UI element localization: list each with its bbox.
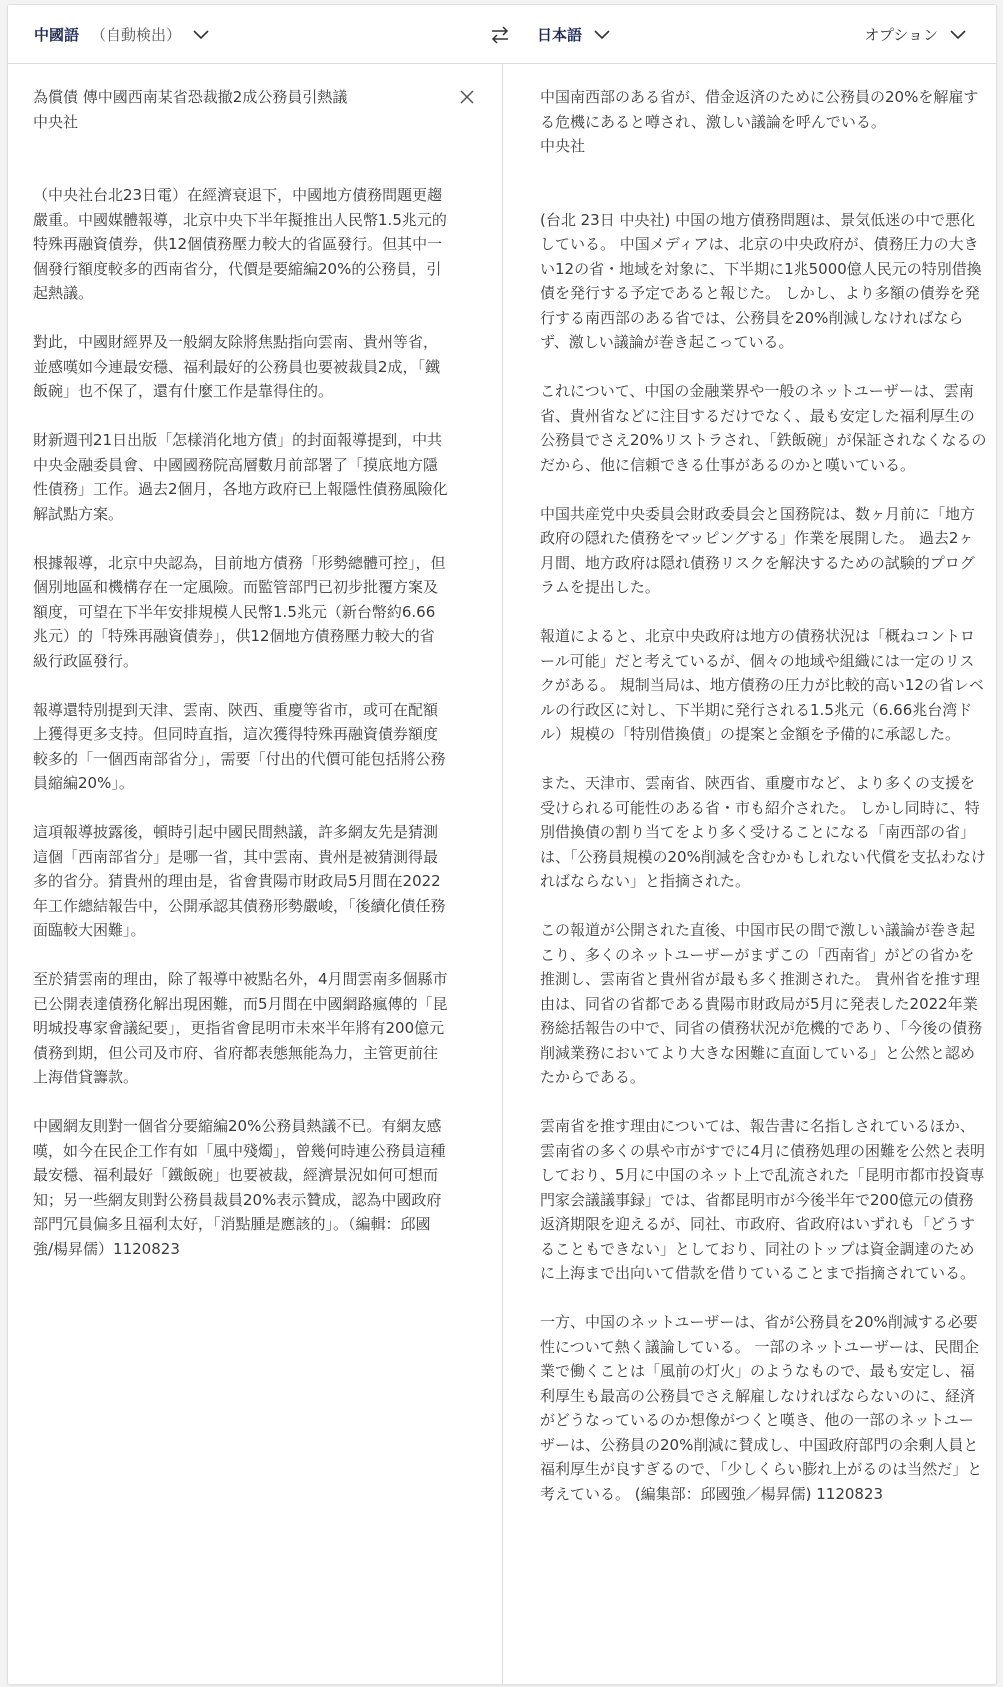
- language-bar: [8, 5, 996, 64]
- options-label: オプション: [864, 26, 938, 44]
- translation-pane: [503, 63, 996, 1684]
- chevron-down-icon: [950, 25, 966, 44]
- options-dropdown[interactable]: [864, 24, 966, 45]
- close-icon[interactable]: [460, 89, 474, 108]
- chevron-down-icon: [594, 25, 610, 44]
- target-language-selector[interactable]: [537, 24, 610, 45]
- source-language-name: 中國語: [34, 26, 80, 44]
- swap-arrows-icon[interactable]: [489, 25, 511, 49]
- source-language-selector[interactable]: [34, 24, 209, 45]
- auto-detect-label: （自動検出）: [91, 26, 182, 44]
- translator-panel: [7, 4, 997, 1685]
- chevron-down-icon: [193, 25, 209, 44]
- source-text[interactable]: 為償債 傳中國西南某省恐裁撤2成公務員引熱議 中央社 （中央社台北23日電）在經濟衰退下，中國地方債務問題更趨嚴重。中國媒體報導，北京中央下半年擬推出人民幣1.5兆元的特殊再融資債券，供12個債務壓力較大的省區發行。但其中一個發行額度較多的西南省分，代價是要縮編20%的公務員，引起熱議。 對此，中國財經界及一般網友除將焦點指向雲南、貴州等省，並感嘆如今連最安穩、福利最好的公務員也要被裁員2成，「鐵飯碗」也不保了，還有什麼工作是靠得住的。 財新週刊21日出版「怎樣消化地方債」的封面報導提到，中共中央金融委員會、中國國務院高層數月前部署了「摸底地方隱性債務」工作。過去2個月，各地方政府已上報隱性債務風險化解試點方案。 根據報導，北京中央認為，目前地方債務「形勢總體可控」，但個別地區和機構存在一定風險。而監管部門已初步批覆方案及額度，可望在下半年安排規模人民幣1.5兆元（新台幣約6.66兆元）的「特殊再融資債券」，供12個地方債務壓力較大的省級行政區發行。 報導還特別提到天津、雲南、陝西、重慶等省市，或可在配額上獲得更多支持。但同時直指，這次獲得特殊再融資債券額度較多的「一個西南部省分」，需要「付出的代價可能包括將公務員縮編20%」。 這項報導披露後，頓時引起中國民間熱議，許多網友先是猜測這個「西南部省分」是哪一省，其中雲南、貴州是被猜測得最多的省分。猜貴州的理由是，省會貴陽市財政局5月間在2022年工作總結報告中，公開承認其債務形勢嚴峻，「後續化債任務面臨較大困難」。 至於猜雲南的理由，除了報導中被點名外，4月間雲南多個縣市已公開表達債務化解出現困難，而5月間在中國網路瘋傳的「昆明城投專家會議紀要」，更指省會昆明市未來半年將有200億元債務到期，但公司及市府、省府都表態無能為力，主管更前往上海借貸籌款。 中國網友則對一個省分要縮編20%公務員熱議不已。有網友感嘆，如今在民企工作有如「風中殘燭」，曾幾何時連公務員這種最安穩、福利最好「鐵飯碗」也要被裁，經濟景況如何可想而知；另一些網友則對公務員裁員20%表示贊成，認為中國政府部門冗員偏多且福利太好，「消點腫是應該的」。（編輯：邱國強/楊昇儒）1120823: [33, 88, 448, 1258]
- translated-text: 中国南西部のある省が、借金返済のために公務員の20%を解雇する危機にあると噂され、激しい議論を呼んでいる。 中央社 (台北 23日 中央社) 中国の地方債務問題は、景気低迷の中で悪化している。 中国メディアは、北京の中央政府が、債務圧力の大きい12の省・地域を対象に、下半期に1兆5000億人民元の特別借換債を発行する予定であると報じた。 しかし、より多額の債券を発行する南西部のある省では、公務員を20%削減しなければならず、激しい議論が巻き起こっている。 これについて、中国の金融業界や一般のネットユーザーは、雲南省、貴州省などに注目するだけでなく、最も安定した福利厚生の公務員でさえ20%リストラされ、「鉄飯碗」が保証されなくなるのだから、他に信頼できる仕事があるのかと嘆いている。 中国共産党中央委員会財政委員会と国務院は、数ヶ月前に「地方政府の隠れた債務をマッピングする」作業を展開した。 過去2ヶ月間、地方政府は隠れ債務リスクを解決するための試験的プログラムを提出した。 報道によると、北京中央政府は地方の債務状況は「概ねコントロール可能」だと考えているが、個々の地域や組織には一定のリスクがある。 規制当局は、地方債務の圧力が比較的高い12の省レベルの行政区に対し、下半期に発行される1.5兆元（6.66兆台湾ドル）規模の「特別借換債」の提案と金額を予備的に承認した。 また、天津市、雲南省、陝西省、重慶市など、より多くの支援を受けられる可能性のある省・市も紹介された。 しかし同時に、特別借換債の割り当てをより多く受けることになる「南西部の省」は、「公務員規模の20%削減を含むかもしれない代償を支払わなければならない」と指摘された。 この報道が公開された直後、中国市民の間で激しい議論が巻き起こり、多くのネットユーザーがまずこの「西南省」がどの省かを推測し、雲南省と貴州省が最も多く推測された。 貴州省を推す理由は、同省の省都である貴陽市財政局が5月に発表した2022年業務総括報告の中で、同省の債務状況が危機的であり、「今後の債務削減業務においてより大きな困難に直面している」と公然と認めたからである。 雲南省を推す理由については、報告書に名指しされているほか、雲南省の多くの県や市がすでに4月に債務処理の困難を公然と表明しており、5月に中国のネット上で乱流された「昆明市都市投資専門家会議議事録」では、省都昆明市が今後半年で200億元の債務返済期限を迎えるが、同社、市政府、省政府はいずれも「どうすることもできない」としており、同社のトップは資金調達のために上海まで出向いて借款を借りていることまで指摘されている。 一方、中国のネットユーザーは、省が公務員を20%削減する必要性について熱く議論している。 一部のネットユーザーは、民間企業で働くことは「風前の灯火」のようなもので、最も安定し、福利厚生も最高の公務員でさえ解雇しなければならないのに、経済がどうなっているのか想像がつくと嘆き、他の一部のネットユーザーは、公務員の20%削減に賛成し、中国政府部門の余剰人員と福利厚生が良すぎるので、「少しくらい膨れ上がるのは当然だ」と考えている。 (編集部：邱國強／楊昇儒) 1120823: [540, 88, 987, 1503]
- source-text-pane[interactable]: [8, 63, 502, 1684]
- target-language-name: 日本語: [537, 26, 583, 44]
